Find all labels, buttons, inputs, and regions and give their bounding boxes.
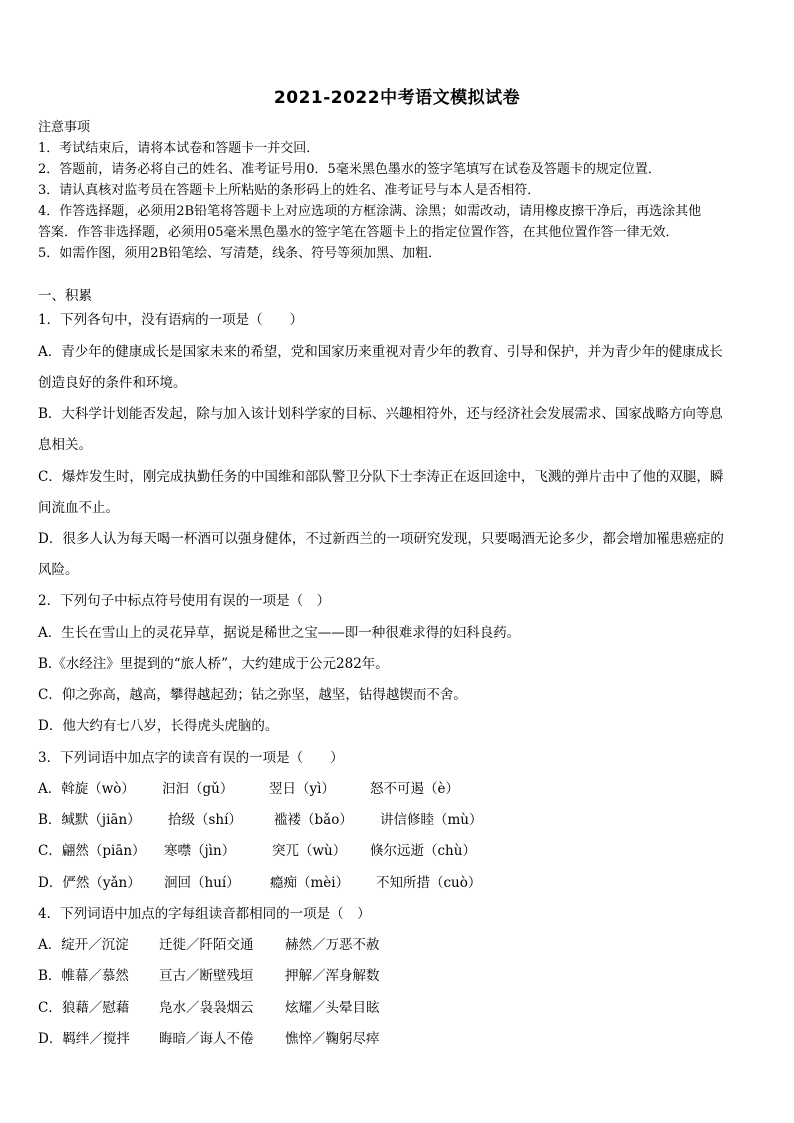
- question-1-line: 息相关。: [38, 437, 92, 453]
- word-item: 褴褛（bǎo）: [274, 812, 353, 828]
- word-item: 晦暗／诲人不倦: [159, 1031, 254, 1047]
- word-item: D．俨然（yǎn）: [38, 875, 141, 891]
- word-item: 洄回（huí）: [164, 875, 240, 891]
- question-3-stem: 3．下列词语中加点字的读音有误的一项是（ ）: [38, 750, 344, 766]
- section-heading: 一、积累: [38, 288, 92, 304]
- notice-item: 1．考试结束后，请将本试卷和答题卡一并交回．: [38, 141, 320, 156]
- question-4-option-row: [38, 936, 380, 954]
- question-1-line: C．爆炸发生时，刚完成执勤任务的中国维和部队警卫分队下士李涛正在返回途中，飞溅的弹片击中了他的双腿，瞬: [38, 469, 724, 485]
- word-item: 瘾痴（mèi）: [270, 875, 350, 891]
- question-4-stem: 4．下列词语中加点的字每组读音都相同的一项是（ ）: [38, 906, 371, 922]
- word-item: C．翩然（piān）: [38, 843, 146, 859]
- question-4-option-row: [38, 967, 380, 985]
- notice-item: 2．答题前，请务必将自己的姓名、准考证号用0．5毫米黑色墨水的签字笔填写在试卷及答题卡的规定位置．: [38, 162, 661, 177]
- question-1-stem: 1．下列各句中，没有语病的一项是（ ）: [38, 312, 304, 328]
- word-item: 突兀（wù）: [272, 843, 347, 859]
- word-item: 拾级（shí）: [168, 812, 242, 828]
- notice-item: 答案．作答非选择题，必须用05毫米黑色墨水的签字笔在答题卡上的指定位置作答，在其他位置作答一律无效．: [38, 225, 679, 240]
- question-3-option-row: [38, 842, 476, 860]
- word-item: D．羁绊／搅拌: [38, 1031, 130, 1047]
- word-item: 押解／浑身解数: [285, 968, 380, 984]
- word-item: 迁徙／阡陌交通: [159, 937, 254, 953]
- question-4-option-row: [38, 999, 380, 1017]
- word-item: B．帷幕／慕然: [38, 968, 129, 984]
- question-2-option: A．生长在雪山上的灵花异草，据说是稀世之宝——即一种很难求得的妇科良药。: [38, 625, 521, 641]
- word-item: 憔悴／鞠躬尽瘁: [285, 1031, 380, 1047]
- word-item: 汩汩（gǔ）: [162, 781, 234, 797]
- word-item: 不知所措（cuò）: [376, 875, 482, 891]
- question-4-option-row: [38, 1030, 380, 1048]
- notice-heading: 注意事项: [38, 120, 91, 135]
- notice-item: 5．如需作图，须用2B铅笔绘、写清楚，线条、符号等须加黑、加粗．: [38, 246, 442, 261]
- word-item: 翌日（yì）: [269, 781, 335, 797]
- question-1-line: 创造良好的条件和环境。: [38, 375, 187, 391]
- question-3-option-row: [38, 811, 483, 829]
- word-item: 炫耀／头晕目眩: [285, 1000, 380, 1016]
- word-item: A．斡旋（wò）: [38, 781, 135, 797]
- word-item: B．缄默（jiān）: [38, 812, 141, 828]
- page-title: 2021-2022中考语文模拟试卷: [273, 88, 521, 108]
- question-1-line: B．大科学计划能否发起，除与加入该计划科学家的目标、兴趣相符外，还与经济社会发展需求、国家战略方向等息: [38, 406, 723, 422]
- word-item: A．绽开／沉淀: [38, 937, 129, 953]
- word-item: 赫然／万恶不赦: [285, 937, 380, 953]
- word-item: 讲信修睦（mù）: [380, 812, 483, 828]
- word-item: 怒不可遏（è）: [370, 781, 459, 797]
- question-2-option: B.《水经注》里提到的“旅人桥”，大约建成于公元282年。: [38, 656, 389, 672]
- question-1-line: 风险。: [38, 562, 79, 578]
- question-3-option-row: [38, 780, 459, 798]
- word-item: 倏尔远逝（chù）: [370, 843, 476, 859]
- question-2-option: C．仰之弥高，越高，攀得越起劲；钻之弥坚，越坚，钻得越锲而不舍。: [38, 687, 467, 703]
- word-item: C．狼藉／慰藉: [38, 1000, 130, 1016]
- word-item: 亘古／断壁残垣: [159, 968, 254, 984]
- question-1-line: D．很多人认为每天喝一杯酒可以强身健体，不过新西兰的一项研究发现，只要喝酒无论多少，都会增加罹患癌症的: [38, 531, 724, 547]
- word-item: 凫水／袅袅烟云: [159, 1000, 254, 1016]
- word-item: 寒噤（jìn）: [164, 843, 236, 859]
- notice-item: 4．作答选择题，必须用2B铅笔将答题卡上对应选项的方框涂满、涂黑；如需改动，请用橡皮擦干净后，再选涂其他: [38, 204, 702, 219]
- notice-item: 3．请认真核对监考员在答题卡上所粘贴的条形码上的姓名、准考证号与本人是否相符．: [38, 183, 541, 198]
- question-2-stem: 2．下列句子中标点符号使用有误的一项是（ ）: [38, 593, 331, 609]
- question-1-line: 间流血不止。: [38, 500, 119, 516]
- question-3-option-row: [38, 874, 481, 892]
- question-1-line: A．青少年的健康成长是国家未来的希望，党和国家历来重视对青少年的教育、引导和保护，并为青少年的健康成长: [38, 344, 723, 360]
- question-2-option: D．他大约有七八岁，长得虎头虎脑的。: [38, 718, 279, 734]
